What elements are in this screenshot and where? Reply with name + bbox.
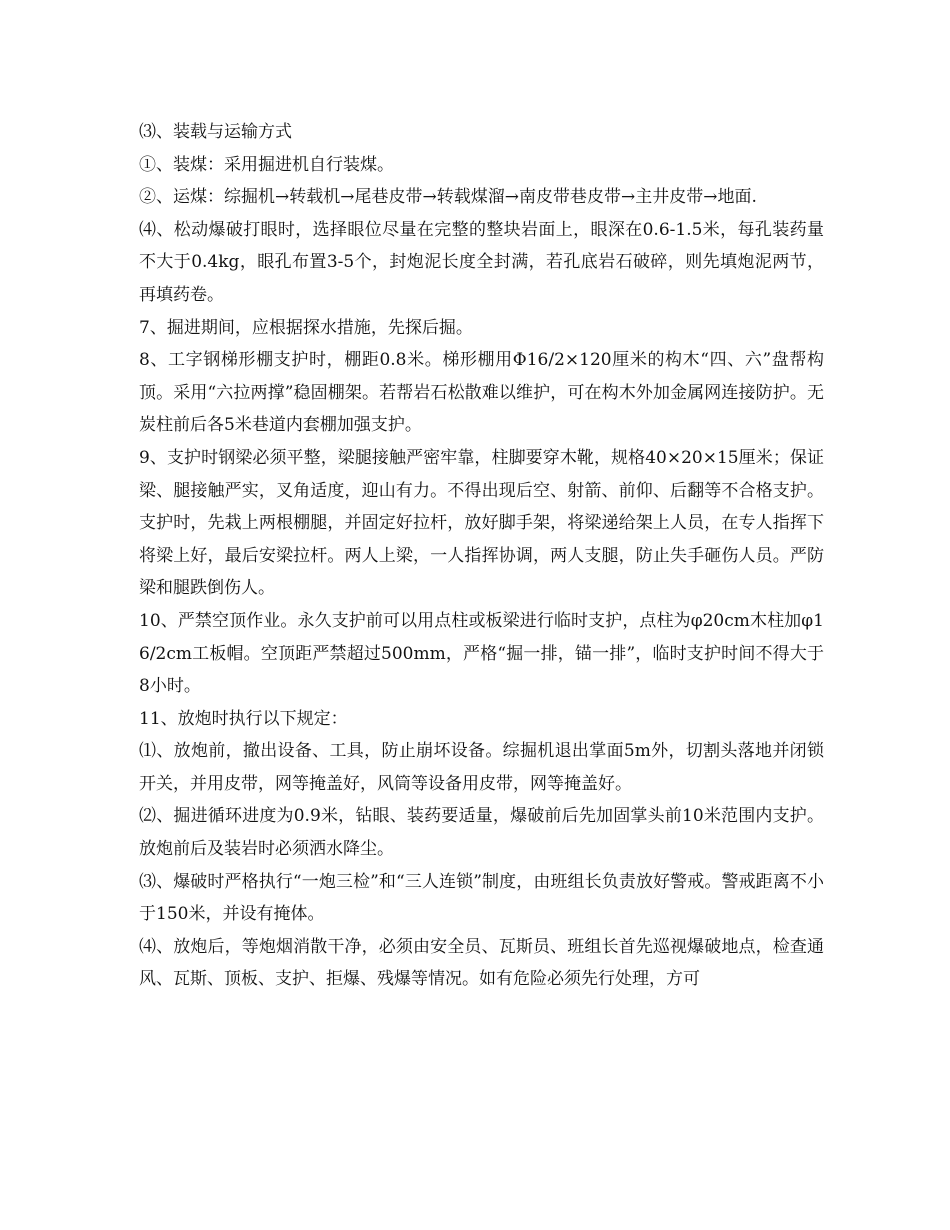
- paragraph-blasting-rule-4: ⑷、放炮后，等炮烟消散干净，必须由安全员、瓦斯员、班组长首先巡视爆破地点，检查通风、瓦斯、顶板、支护、拒爆、残爆等情况。如有危险必须先行处理，方可: [139, 936, 824, 990]
- paragraph-blasting-rule-3: ⑶、爆破时严格执行“一炮三检”和“三人连锁”制度，由班组长负责放好警戒。警戒距离不小于150米，并设有掩体。: [139, 871, 824, 925]
- paragraph-item-11: 11、放炮时执行以下规定：: [139, 708, 348, 729]
- paragraph-blasting-rule-2: ⑵、掘进循环进度为0.9米，钻眼、装药要适量，爆破前后先加固掌头前10米范围内支护。放炮前后及装岩时必须洒水降尘。: [139, 806, 824, 860]
- paragraph-item-8: 8、工字钢梯形棚支护时，棚距0.8米。梯形棚用Φ16/2×120厘米的构木“四、六”盘帮构顶。采用“六拉两撑”稳固棚架。若帮岩石松散难以维护，可在构木外加金属网连接防护。无炭柱前后各5米巷道内套棚加强支护。: [139, 350, 824, 436]
- document-body: [139, 116, 824, 996]
- paragraph-loosening-blasting: ⑷、松动爆破打眼时，选择眼位尽量在完整的整块岩面上，眼深在0.6-1.5米，每孔装药量不大于0.4kg，眼孔布置3-5个，封炮泥长度全封满，若孔底岩石破碎，则先填炮泥两节，再填药卷。: [139, 219, 824, 305]
- paragraph-coal-loading: ①、装煤：采用掘进机自行装煤。: [139, 154, 394, 175]
- paragraph-coal-transport: ②、运煤：综掘机→转载机→尾巷皮带→转载煤溜→南皮带巷皮带→主井皮带→地面.: [139, 187, 757, 208]
- paragraph-item-9: 9、支护时钢梁必须平整，梁腿接触严密牢靠，柱脚要穿木靴，规格40×20×15厘米；保证梁、腿接触严实，叉角适度，迎山有力。不得出现后空、射箭、前仰、后翻等不合格支护。支护时，先栽上两根棚腿，并固定好拉杆，放好脚手架，将梁递给架上人员，在专人指挥下将梁上好，最后安梁拉杆。两人上梁，一人指挥协调，两人支腿，防止失手砸伤人员。严防梁和腿跌倒伤人。: [139, 447, 824, 599]
- paragraph-item-10: 10、严禁空顶作业。永久支护前可以用点柱或板梁进行临时支护，点柱为φ20cm木柱加φ16/2cm工板帽。空顶距严禁超过500mm，严格“掘一排，锚一排”，临时支护时间不得大于8小时。: [139, 610, 824, 697]
- paragraph-blasting-rule-1: ⑴、放炮前，撤出设备、工具，防止崩坏设备。综掘机退出掌面5m外，切割头落地并闭锁开关，并用皮带，网等掩盖好，风筒等设备用皮带，网等掩盖好。: [139, 741, 824, 794]
- paragraph-loading-transport-heading: ⑶、装载与运输方式: [139, 122, 292, 142]
- paragraph-item-7: 7、掘进期间，应根据探水措施，先探后掘。: [139, 317, 473, 338]
